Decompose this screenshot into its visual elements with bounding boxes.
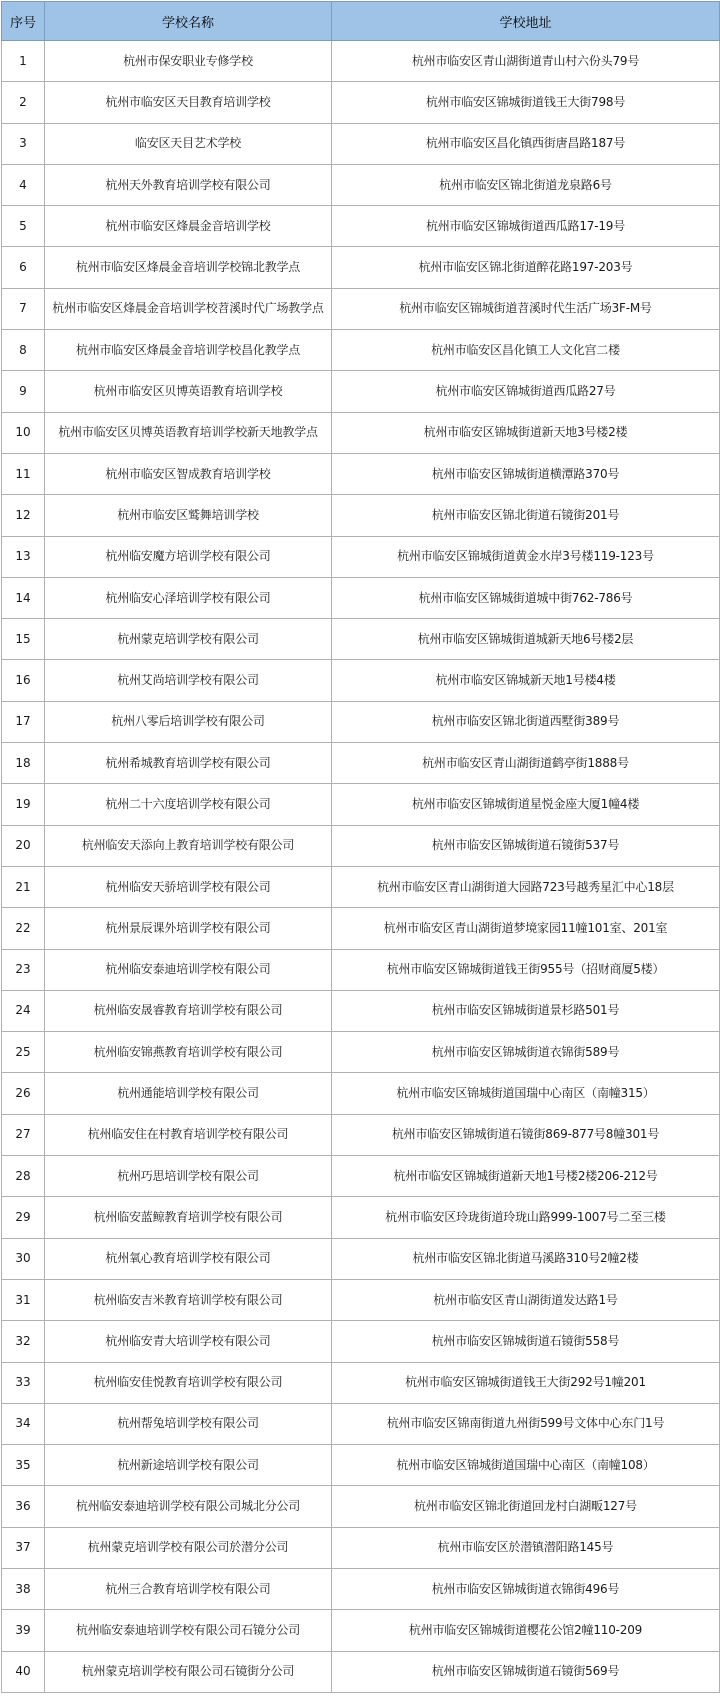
school-name: 杭州市临安区天目教育培训学校: [45, 82, 332, 123]
row-index: 25: [2, 1032, 45, 1073]
row-index: 1: [2, 41, 45, 82]
table-row: [2, 1032, 720, 1073]
table-row: [2, 1445, 720, 1486]
row-index: 32: [2, 1321, 45, 1362]
table-row: [2, 577, 720, 618]
school-name: 杭州蒙克培训学校有限公司於潜分公司: [45, 1527, 332, 1568]
table-row: [2, 949, 720, 990]
school-name: 杭州市临安区烽晨金音培训学校苕溪时代广场教学点: [45, 288, 332, 329]
school-name: 杭州八零后培训学校有限公司: [45, 701, 332, 742]
school-address: 杭州市临安区青山湖街道鹤亭街1888号: [332, 743, 720, 784]
table-row: [2, 866, 720, 907]
school-address: 杭州市临安区锦北街道回龙村白湖畈127号: [332, 1486, 720, 1527]
row-index: 37: [2, 1527, 45, 1568]
school-address: 杭州市临安区锦城街道西瓜路17-19号: [332, 206, 720, 247]
table-row: [2, 1651, 720, 1692]
school-name: 杭州临安晟睿教育培训学校有限公司: [45, 990, 332, 1031]
school-address: 杭州市临安区锦南街道九州街599号文体中心东门1号: [332, 1403, 720, 1444]
row-index: 31: [2, 1279, 45, 1320]
school-address: 杭州市临安区锦城街道石镜街869-877号8幢301号: [332, 1114, 720, 1155]
row-index: 30: [2, 1238, 45, 1279]
school-address: 杭州市临安区锦城街道钱王大街798号: [332, 82, 720, 123]
table-row: [2, 1610, 720, 1651]
school-address: 杭州市临安区锦城街道国瑞中心南区（南幢108）: [332, 1445, 720, 1486]
school-address: 杭州市临安区锦城街道横潭路370号: [332, 453, 720, 494]
school-address: 杭州市临安区锦城街道星悦金座大厦1幢4楼: [332, 784, 720, 825]
school-address: 杭州市临安区锦北街道石镜街201号: [332, 495, 720, 536]
school-name: 杭州市临安区智成教育培训学校: [45, 453, 332, 494]
school-name: 杭州巧思培训学校有限公司: [45, 1156, 332, 1197]
row-index: 34: [2, 1403, 45, 1444]
table-row: [2, 536, 720, 577]
row-index: 3: [2, 123, 45, 164]
row-index: 16: [2, 660, 45, 701]
school-name: 杭州景辰课外培训学校有限公司: [45, 908, 332, 949]
school-name: 杭州二十六度培训学校有限公司: [45, 784, 332, 825]
school-name: 杭州市临安区烽晨金音培训学校: [45, 206, 332, 247]
table-row: [2, 1156, 720, 1197]
school-name: 杭州市临安区鹫舞培训学校: [45, 495, 332, 536]
school-address: 杭州市临安区锦城街道苕溪时代生活广场3F-M号: [332, 288, 720, 329]
row-index: 22: [2, 908, 45, 949]
table-row: [2, 1197, 720, 1238]
school-address: 杭州市临安区锦城街道钱王街955号（招财商厦5楼）: [332, 949, 720, 990]
table-row: [2, 784, 720, 825]
table-row: [2, 1403, 720, 1444]
school-address: 杭州市临安区锦城街道西瓜路27号: [332, 371, 720, 412]
table-row: [2, 330, 720, 371]
school-list-document: [1, 1, 719, 1693]
school-address: 杭州市临安区锦城街道新天地3号楼2楼: [332, 412, 720, 453]
school-name: 杭州帮兔培训学校有限公司: [45, 1403, 332, 1444]
school-name: 杭州艾尚培训学校有限公司: [45, 660, 332, 701]
school-name: 杭州临安佳悦教育培训学校有限公司: [45, 1362, 332, 1403]
row-index: 33: [2, 1362, 45, 1403]
school-name: 杭州临安锦燕教育培训学校有限公司: [45, 1032, 332, 1073]
table-row: [2, 990, 720, 1031]
school-address: 杭州市临安区锦北街道西墅街389号: [332, 701, 720, 742]
table-row: [2, 164, 720, 205]
row-index: 39: [2, 1610, 45, 1651]
table-row: [2, 1279, 720, 1320]
row-index: 19: [2, 784, 45, 825]
school-address: 杭州市临安区於潜镇潜阳路145号: [332, 1527, 720, 1568]
school-name: 杭州临安青大培训学校有限公司: [45, 1321, 332, 1362]
row-index: 40: [2, 1651, 45, 1692]
table-row: [2, 1568, 720, 1609]
table-row: [2, 371, 720, 412]
header-school-address: 学校地址: [332, 2, 720, 41]
row-index: 2: [2, 82, 45, 123]
table-row: [2, 495, 720, 536]
school-name: 杭州临安泰迪培训学校有限公司石镜分公司: [45, 1610, 332, 1651]
row-index: 8: [2, 330, 45, 371]
table-row: [2, 41, 720, 82]
school-address: 杭州市临安区青山湖街道青山村六份头79号: [332, 41, 720, 82]
school-name: 杭州临安心泽培训学校有限公司: [45, 577, 332, 618]
school-name: 杭州临安吉米教育培训学校有限公司: [45, 1279, 332, 1320]
school-address: 杭州市临安区锦北街道马溪路310号2幢2楼: [332, 1238, 720, 1279]
school-name: 杭州市临安区烽晨金音培训学校昌化教学点: [45, 330, 332, 371]
table-row: [2, 1114, 720, 1155]
school-name: 杭州希城教育培训学校有限公司: [45, 743, 332, 784]
school-address: 杭州市临安区锦城街道石镜街558号: [332, 1321, 720, 1362]
row-index: 14: [2, 577, 45, 618]
school-name: 杭州临安泰迪培训学校有限公司城北分公司: [45, 1486, 332, 1527]
school-address: 杭州市临安区昌化镇西街唐昌路187号: [332, 123, 720, 164]
row-index: 36: [2, 1486, 45, 1527]
table-row: [2, 247, 720, 288]
row-index: 11: [2, 453, 45, 494]
school-table: [1, 1, 720, 1693]
row-index: 23: [2, 949, 45, 990]
row-index: 18: [2, 743, 45, 784]
row-index: 35: [2, 1445, 45, 1486]
table-row: [2, 908, 720, 949]
school-name: 杭州临安魔方培训学校有限公司: [45, 536, 332, 577]
row-index: 5: [2, 206, 45, 247]
school-address: 杭州市临安区锦北街道醉花路197-203号: [332, 247, 720, 288]
header-school-name: 学校名称: [45, 2, 332, 41]
school-address: 杭州市临安区昌化镇工人文化宫二楼: [332, 330, 720, 371]
school-name: 杭州市临安区烽晨金音培训学校锦北教学点: [45, 247, 332, 288]
table-row: [2, 1527, 720, 1568]
table-row: [2, 82, 720, 123]
school-address: 杭州市临安区锦城街道城中街762-786号: [332, 577, 720, 618]
table-row: [2, 1321, 720, 1362]
row-index: 20: [2, 825, 45, 866]
school-address: 杭州市临安区锦城街道衣锦街496号: [332, 1568, 720, 1609]
school-name: 杭州临安天添向上教育培训学校有限公司: [45, 825, 332, 866]
school-name: 杭州蒙克培训学校有限公司石镜街分公司: [45, 1651, 332, 1692]
header-row: [2, 2, 720, 41]
school-name: 杭州蒙克培训学校有限公司: [45, 619, 332, 660]
table-row: [2, 1073, 720, 1114]
row-index: 6: [2, 247, 45, 288]
row-index: 4: [2, 164, 45, 205]
row-index: 24: [2, 990, 45, 1031]
school-address: 杭州市临安区锦城街道黄金水岸3号楼119-123号: [332, 536, 720, 577]
table-row: [2, 1486, 720, 1527]
table-row: [2, 412, 720, 453]
school-name: 杭州天外教育培训学校有限公司: [45, 164, 332, 205]
school-name: 杭州临安蓝鲸教育培训学校有限公司: [45, 1197, 332, 1238]
table-header: [2, 2, 720, 41]
school-address: 杭州市临安区锦城街道石镜街569号: [332, 1651, 720, 1692]
row-index: 28: [2, 1156, 45, 1197]
school-name: 杭州市临安区贝博英语教育培训学校新天地教学点: [45, 412, 332, 453]
school-address: 杭州市临安区锦城街道石镜街537号: [332, 825, 720, 866]
school-address: 杭州市临安区青山湖街道大园路723号越秀星汇中心18层: [332, 866, 720, 907]
school-name: 杭州三合教育培训学校有限公司: [45, 1568, 332, 1609]
school-address: 杭州市临安区锦北街道龙泉路6号: [332, 164, 720, 205]
table-row: [2, 825, 720, 866]
table-row: [2, 701, 720, 742]
table-row: [2, 288, 720, 329]
row-index: 27: [2, 1114, 45, 1155]
row-index: 7: [2, 288, 45, 329]
school-name: 杭州通能培训学校有限公司: [45, 1073, 332, 1114]
table-row: [2, 743, 720, 784]
school-name: 杭州市保安职业专修学校: [45, 41, 332, 82]
school-address: 杭州市临安区青山湖街道梦境家园11幢101室、201室: [332, 908, 720, 949]
school-name: 临安区天目艺术学校: [45, 123, 332, 164]
row-index: 26: [2, 1073, 45, 1114]
table-row: [2, 453, 720, 494]
table-row: [2, 660, 720, 701]
table-row: [2, 619, 720, 660]
school-name: 杭州临安天骄培训学校有限公司: [45, 866, 332, 907]
row-index: 10: [2, 412, 45, 453]
table-row: [2, 1238, 720, 1279]
row-index: 21: [2, 866, 45, 907]
school-name: 杭州市临安区贝博英语教育培训学校: [45, 371, 332, 412]
school-name: 杭州临安住在村教育培训学校有限公司: [45, 1114, 332, 1155]
table-row: [2, 1362, 720, 1403]
school-address: 杭州市临安区锦城街道景杉路501号: [332, 990, 720, 1031]
school-address: 杭州市临安区锦城街道钱王大街292号1幢201: [332, 1362, 720, 1403]
school-name: 杭州氧心教育培训学校有限公司: [45, 1238, 332, 1279]
school-address: 杭州市临安区锦城街道衣锦街589号: [332, 1032, 720, 1073]
table-row: [2, 123, 720, 164]
row-index: 12: [2, 495, 45, 536]
school-address: 杭州市临安区锦城街道城新天地6号楼2层: [332, 619, 720, 660]
table-row: [2, 206, 720, 247]
school-name: 杭州新途培训学校有限公司: [45, 1445, 332, 1486]
row-index: 15: [2, 619, 45, 660]
school-address: 杭州市临安区玲珑街道玲珑山路999-1007号二至三楼: [332, 1197, 720, 1238]
school-name: 杭州临安泰迪培训学校有限公司: [45, 949, 332, 990]
school-address: 杭州市临安区锦城街道樱花公馆2幢110-209: [332, 1610, 720, 1651]
row-index: 9: [2, 371, 45, 412]
row-index: 13: [2, 536, 45, 577]
school-address: 杭州市临安区青山湖街道发达路1号: [332, 1279, 720, 1320]
school-address: 杭州市临安区锦城新天地1号楼4楼: [332, 660, 720, 701]
row-index: 29: [2, 1197, 45, 1238]
row-index: 38: [2, 1568, 45, 1609]
school-address: 杭州市临安区锦城街道新天地1号楼2楼206-212号: [332, 1156, 720, 1197]
table-body: [2, 41, 720, 1693]
header-index: 序号: [2, 2, 45, 41]
school-address: 杭州市临安区锦城街道国瑞中心南区（南幢315）: [332, 1073, 720, 1114]
row-index: 17: [2, 701, 45, 742]
